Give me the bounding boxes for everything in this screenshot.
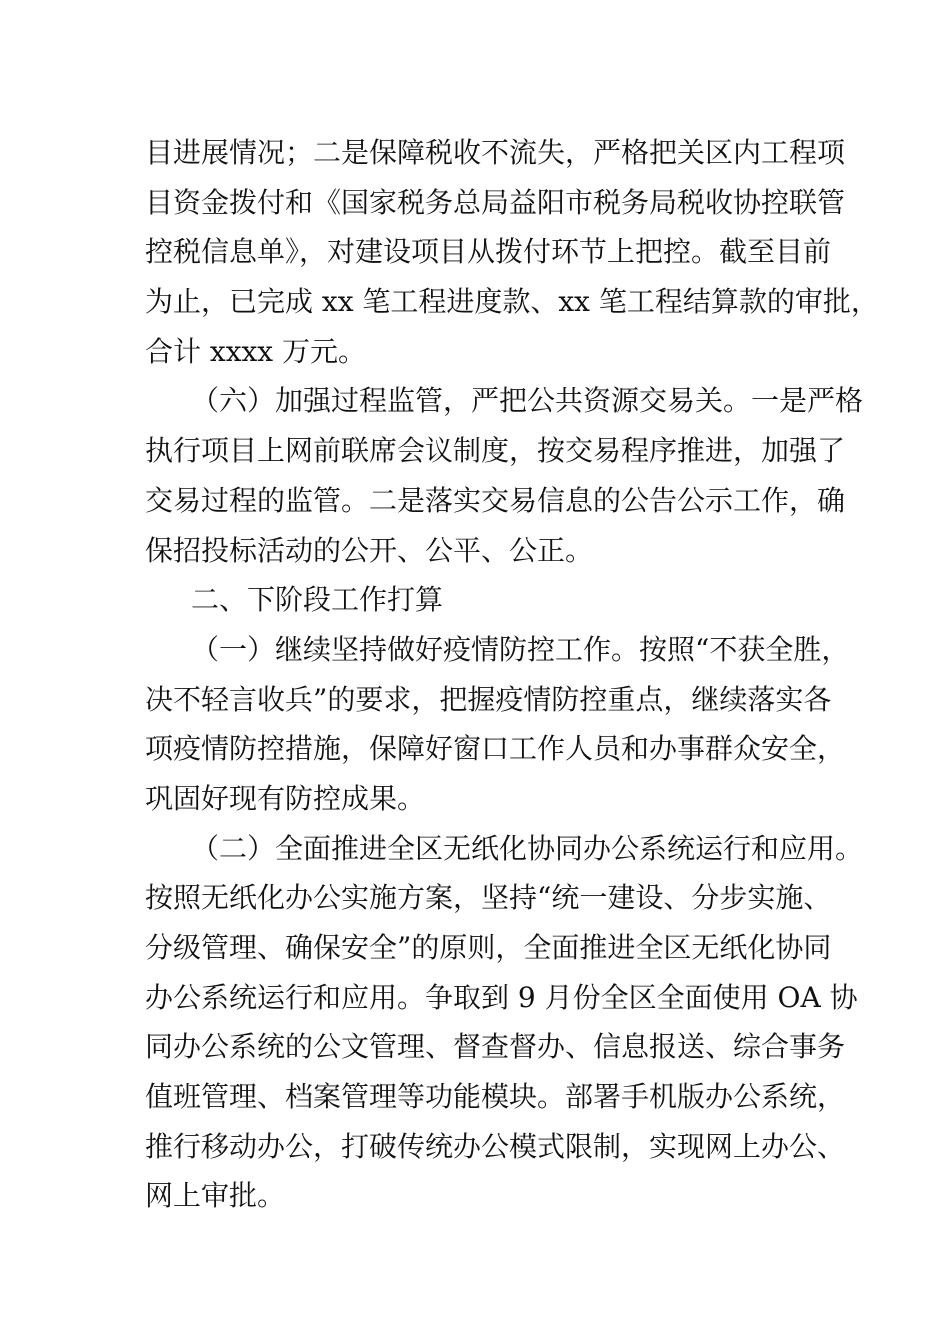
paragraph-line: 交易过程的监管。二是落实交易信息的公告公示工作，确 xyxy=(145,483,846,517)
paragraph-line: 合计 xxxx 万元。 xyxy=(145,334,366,368)
paragraph-line: 控税信息单》，对建设项目从拨付环节上把控。截至目前 xyxy=(145,235,832,269)
paragraph-line: 同办公系统的公文管理、督查督办、信息报送、综合事务 xyxy=(145,1030,846,1064)
paragraph-line: 目进展情况；二是保障税收不流失，严格把关区内工程项 xyxy=(145,136,846,169)
paragraph-line: 执行项目上网前联席会议制度，按交易程序推进，加强了 xyxy=(145,434,846,468)
paragraph-line: 目资金拨付和《国家税务总局益阳市税务局税收协控联管 xyxy=(145,185,846,219)
paragraph-line: 保招投标活动的公开、公平、公正。 xyxy=(145,533,594,567)
paragraph-line: 办公系统运行和应用。争取到 9 月份全区全面使用 OA 协 xyxy=(145,980,858,1014)
section-heading: 二、下阶段工作打算 xyxy=(191,583,444,617)
paragraph-line: 推行移动办公，打破传统办公模式限制，实现网上办公、 xyxy=(145,1129,846,1163)
paragraph-line: 巩固好现有防控成果。 xyxy=(145,781,426,815)
paragraph-line: 分级管理、确保安全”的原则，全面推进全区无纸化协同 xyxy=(145,931,832,964)
paragraph-line: 按照无纸化办公实施方案，坚持“统一建设、分步实施、 xyxy=(145,881,832,915)
paragraph-line: 值班管理、档案管理等功能模块。部署手机版办公系统， xyxy=(145,1080,846,1114)
paragraph-line: 项疫情防控措施，保障好窗口工作人员和办事群众安全， xyxy=(145,732,846,766)
paragraph-line: （一）继续坚持做好疫情防控工作。按照“不获全胜， xyxy=(191,632,850,666)
paragraph-line: （二）全面推进全区无纸化协同办公系统运行和应用。 xyxy=(191,831,864,865)
paragraph-line: （六）加强过程监管，严把公共资源交易关。一是严格 xyxy=(191,384,864,418)
paragraph-line: 为止，已完成 xx 笔工程进度款、xx 笔工程结算款的审批， xyxy=(145,285,879,319)
paragraph-line: 决不轻言收兵”的要求，把握疫情防控重点，继续落实各 xyxy=(145,682,832,716)
paragraph-line: 网上审批。 xyxy=(145,1179,286,1213)
document-body xyxy=(145,128,879,1221)
